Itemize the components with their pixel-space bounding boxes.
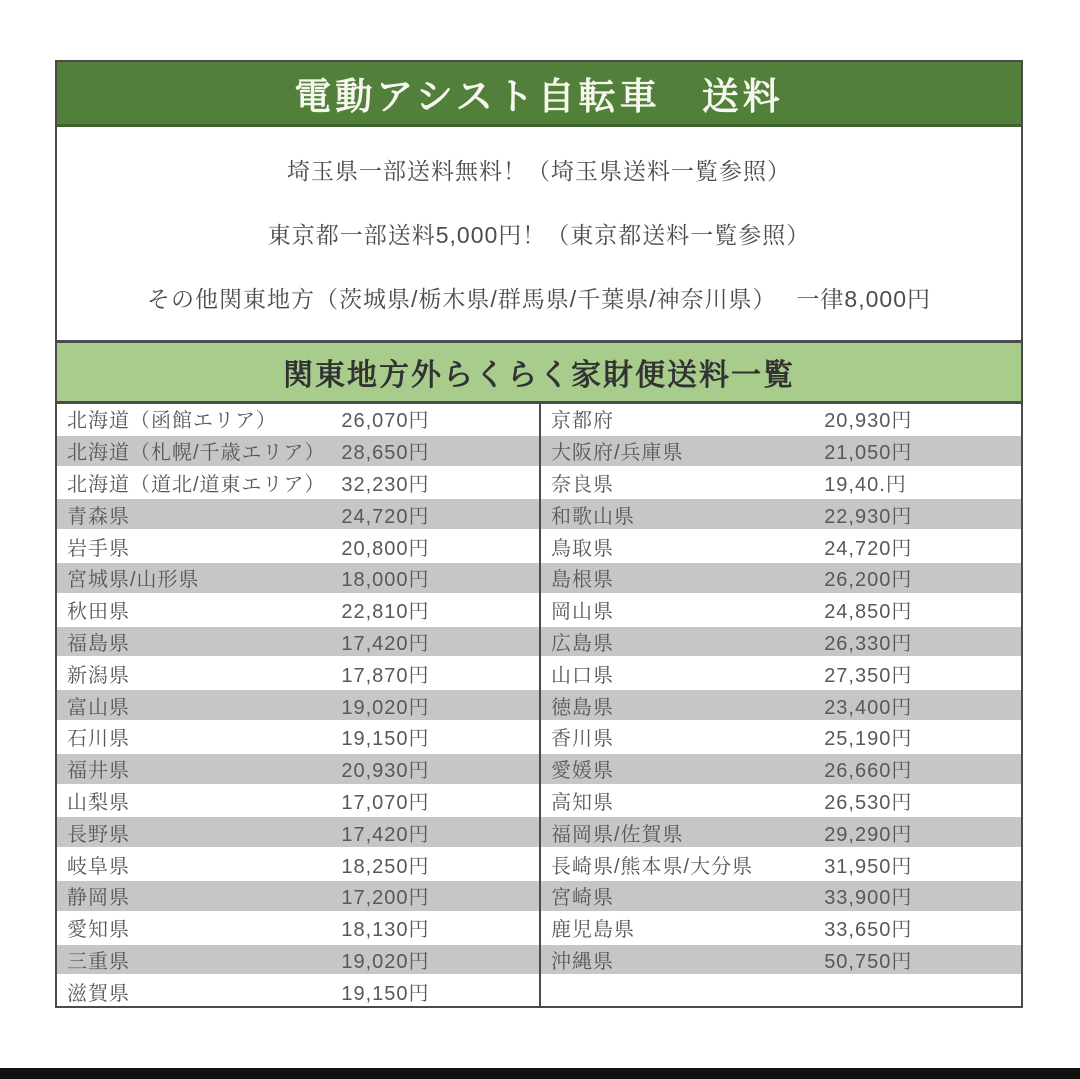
region-cell: 京都府 bbox=[551, 410, 614, 433]
region-cell: 長崎県/熊本県/大分県 bbox=[551, 855, 754, 878]
region-cell: 北海道（函館エリア） bbox=[67, 410, 277, 433]
table-row bbox=[57, 625, 539, 659]
table-row bbox=[57, 658, 539, 688]
table-row bbox=[57, 943, 539, 977]
table-row bbox=[541, 913, 1021, 943]
fee-cell: 22,810円 bbox=[341, 601, 430, 624]
table-row bbox=[541, 531, 1021, 561]
fee-cell: 50,750円 bbox=[824, 950, 913, 973]
fee-cell: 24,720円 bbox=[341, 505, 430, 528]
region-cell: 滋賀県 bbox=[67, 982, 130, 1005]
table-row bbox=[57, 815, 539, 849]
fee-cell: 23,400円 bbox=[824, 696, 913, 719]
region-cell: 北海道（札幌/千歳エリア） bbox=[67, 442, 326, 465]
table-row bbox=[541, 625, 1021, 659]
bottom-black-bar bbox=[0, 1068, 1080, 1079]
fee-cell: 19,40.円 bbox=[824, 473, 907, 496]
fee-cell: 19,150円 bbox=[341, 982, 430, 1005]
table-row bbox=[541, 468, 1021, 498]
region-cell: 宮崎県 bbox=[551, 887, 614, 910]
region-cell: 徳島県 bbox=[551, 696, 614, 719]
table-row bbox=[541, 815, 1021, 849]
fee-cell: 19,150円 bbox=[341, 728, 430, 751]
region-cell: 奈良県 bbox=[551, 473, 614, 496]
page-title: 電動アシスト自転車 送料 bbox=[294, 76, 784, 117]
fee-cell: 27,350円 bbox=[824, 664, 913, 687]
fee-cell: 28,650円 bbox=[341, 442, 430, 465]
fee-cell: 20,930円 bbox=[341, 760, 430, 783]
region-cell: 三重県 bbox=[67, 950, 130, 973]
table-row bbox=[541, 561, 1021, 595]
table-row bbox=[541, 849, 1021, 879]
table-row bbox=[57, 913, 539, 943]
table-row bbox=[57, 434, 539, 468]
region-cell: 大阪府/兵庫県 bbox=[551, 442, 684, 465]
region-cell: 山口県 bbox=[551, 664, 614, 687]
table-row bbox=[57, 752, 539, 786]
fee-cell: 26,070円 bbox=[341, 410, 430, 433]
table-row bbox=[57, 497, 539, 531]
fee-cell: 22,930円 bbox=[824, 505, 913, 528]
fee-cell: 19,020円 bbox=[341, 696, 430, 719]
fee-cell: 26,530円 bbox=[824, 791, 913, 814]
shipping-notes bbox=[57, 127, 1021, 340]
region-cell: 秋田県 bbox=[67, 601, 130, 624]
table-row bbox=[541, 595, 1021, 625]
region-cell: 福岡県/佐賀県 bbox=[551, 823, 684, 846]
table-row bbox=[57, 595, 539, 625]
region-cell: 高知県 bbox=[551, 791, 614, 814]
fee-cell: 20,930円 bbox=[824, 410, 913, 433]
table-row bbox=[541, 404, 1021, 434]
region-cell: 宮城県/山形県 bbox=[67, 569, 200, 592]
fee-table-left-column bbox=[57, 404, 539, 1006]
table-row bbox=[541, 879, 1021, 913]
fee-cell: 21,050円 bbox=[824, 442, 913, 465]
fee-cell: 26,200円 bbox=[824, 569, 913, 592]
region-cell: 新潟県 bbox=[67, 664, 130, 687]
region-cell: 広島県 bbox=[551, 632, 614, 655]
fee-cell: 26,330円 bbox=[824, 632, 913, 655]
region-cell: 福井県 bbox=[67, 760, 130, 783]
region-cell: 長野県 bbox=[67, 823, 130, 846]
region-cell: 石川県 bbox=[67, 728, 130, 751]
region-cell: 福島県 bbox=[67, 632, 130, 655]
region-cell: 沖縄県 bbox=[551, 950, 614, 973]
note-kanto-other: その他関東地方（茨城県/栃木県/群馬県/千葉県/神奈川県） 一律8,000円 bbox=[146, 286, 931, 313]
table-row bbox=[541, 434, 1021, 468]
region-cell: 静岡県 bbox=[67, 887, 130, 910]
note-saitama: 埼玉県一部送料無料！（埼玉県送料一覧参照） bbox=[287, 157, 791, 184]
table-row bbox=[57, 722, 539, 752]
table-row bbox=[57, 976, 539, 1006]
fee-cell: 32,230円 bbox=[341, 473, 430, 496]
shipping-info-panel bbox=[55, 60, 1023, 1008]
fee-cell: 33,900円 bbox=[824, 887, 913, 910]
table-row bbox=[541, 786, 1021, 816]
region-cell: 岩手県 bbox=[67, 537, 130, 560]
fee-cell: 19,020円 bbox=[341, 950, 430, 973]
region-cell: 岡山県 bbox=[551, 601, 614, 624]
region-cell: 和歌山県 bbox=[551, 505, 635, 528]
region-cell: 香川県 bbox=[551, 728, 614, 751]
fee-cell: 26,660円 bbox=[824, 760, 913, 783]
table-row bbox=[541, 752, 1021, 786]
region-cell: 富山県 bbox=[67, 696, 130, 719]
region-cell: 愛知県 bbox=[67, 919, 130, 942]
table-row bbox=[541, 943, 1021, 977]
region-cell: 青森県 bbox=[67, 505, 130, 528]
table-row bbox=[541, 497, 1021, 531]
table-row bbox=[541, 658, 1021, 688]
fee-cell: 17,870円 bbox=[341, 664, 430, 687]
table-row bbox=[541, 688, 1021, 722]
table-row bbox=[57, 688, 539, 722]
table-title-bar bbox=[57, 340, 1021, 404]
fee-cell: 31,950円 bbox=[824, 855, 913, 878]
table-row bbox=[57, 879, 539, 913]
fee-cell: 18,250円 bbox=[341, 855, 430, 878]
table-row bbox=[541, 976, 1021, 1006]
region-cell: 山梨県 bbox=[67, 791, 130, 814]
fee-cell: 24,720円 bbox=[824, 537, 913, 560]
fee-cell: 24,850円 bbox=[824, 601, 913, 624]
table-row bbox=[57, 561, 539, 595]
table-row bbox=[57, 404, 539, 434]
region-cell: 北海道（道北/道東エリア） bbox=[67, 473, 326, 496]
fee-cell: 29,290円 bbox=[824, 823, 913, 846]
fee-cell: 20,800円 bbox=[341, 537, 430, 560]
fee-cell: 17,420円 bbox=[341, 823, 430, 846]
table-row bbox=[541, 722, 1021, 752]
region-cell: 愛媛県 bbox=[551, 760, 614, 783]
region-cell: 島根県 bbox=[551, 569, 614, 592]
table-row bbox=[57, 849, 539, 879]
fee-cell: 33,650円 bbox=[824, 919, 913, 942]
fee-cell: 25,190円 bbox=[824, 728, 913, 751]
table-row bbox=[57, 786, 539, 816]
table-row bbox=[57, 531, 539, 561]
table-title: 関東地方外らくらく家財便送料一覧 bbox=[283, 359, 795, 392]
fee-cell: 17,420円 bbox=[341, 632, 430, 655]
fee-table bbox=[57, 404, 1021, 1006]
fee-cell: 17,200円 bbox=[341, 887, 430, 910]
fee-cell: 18,130円 bbox=[341, 919, 430, 942]
fee-cell: 18,000円 bbox=[341, 569, 430, 592]
note-tokyo: 東京都一部送料5,000円！（東京都送料一覧参照） bbox=[267, 221, 811, 248]
page-title-bar bbox=[57, 62, 1021, 127]
table-row bbox=[57, 468, 539, 498]
region-cell: 鳥取県 bbox=[551, 537, 614, 560]
region-cell: 鹿児島県 bbox=[551, 919, 635, 942]
fee-cell: 17,070円 bbox=[341, 791, 430, 814]
region-cell: 岐阜県 bbox=[67, 855, 130, 878]
fee-table-right-column bbox=[539, 404, 1021, 1006]
